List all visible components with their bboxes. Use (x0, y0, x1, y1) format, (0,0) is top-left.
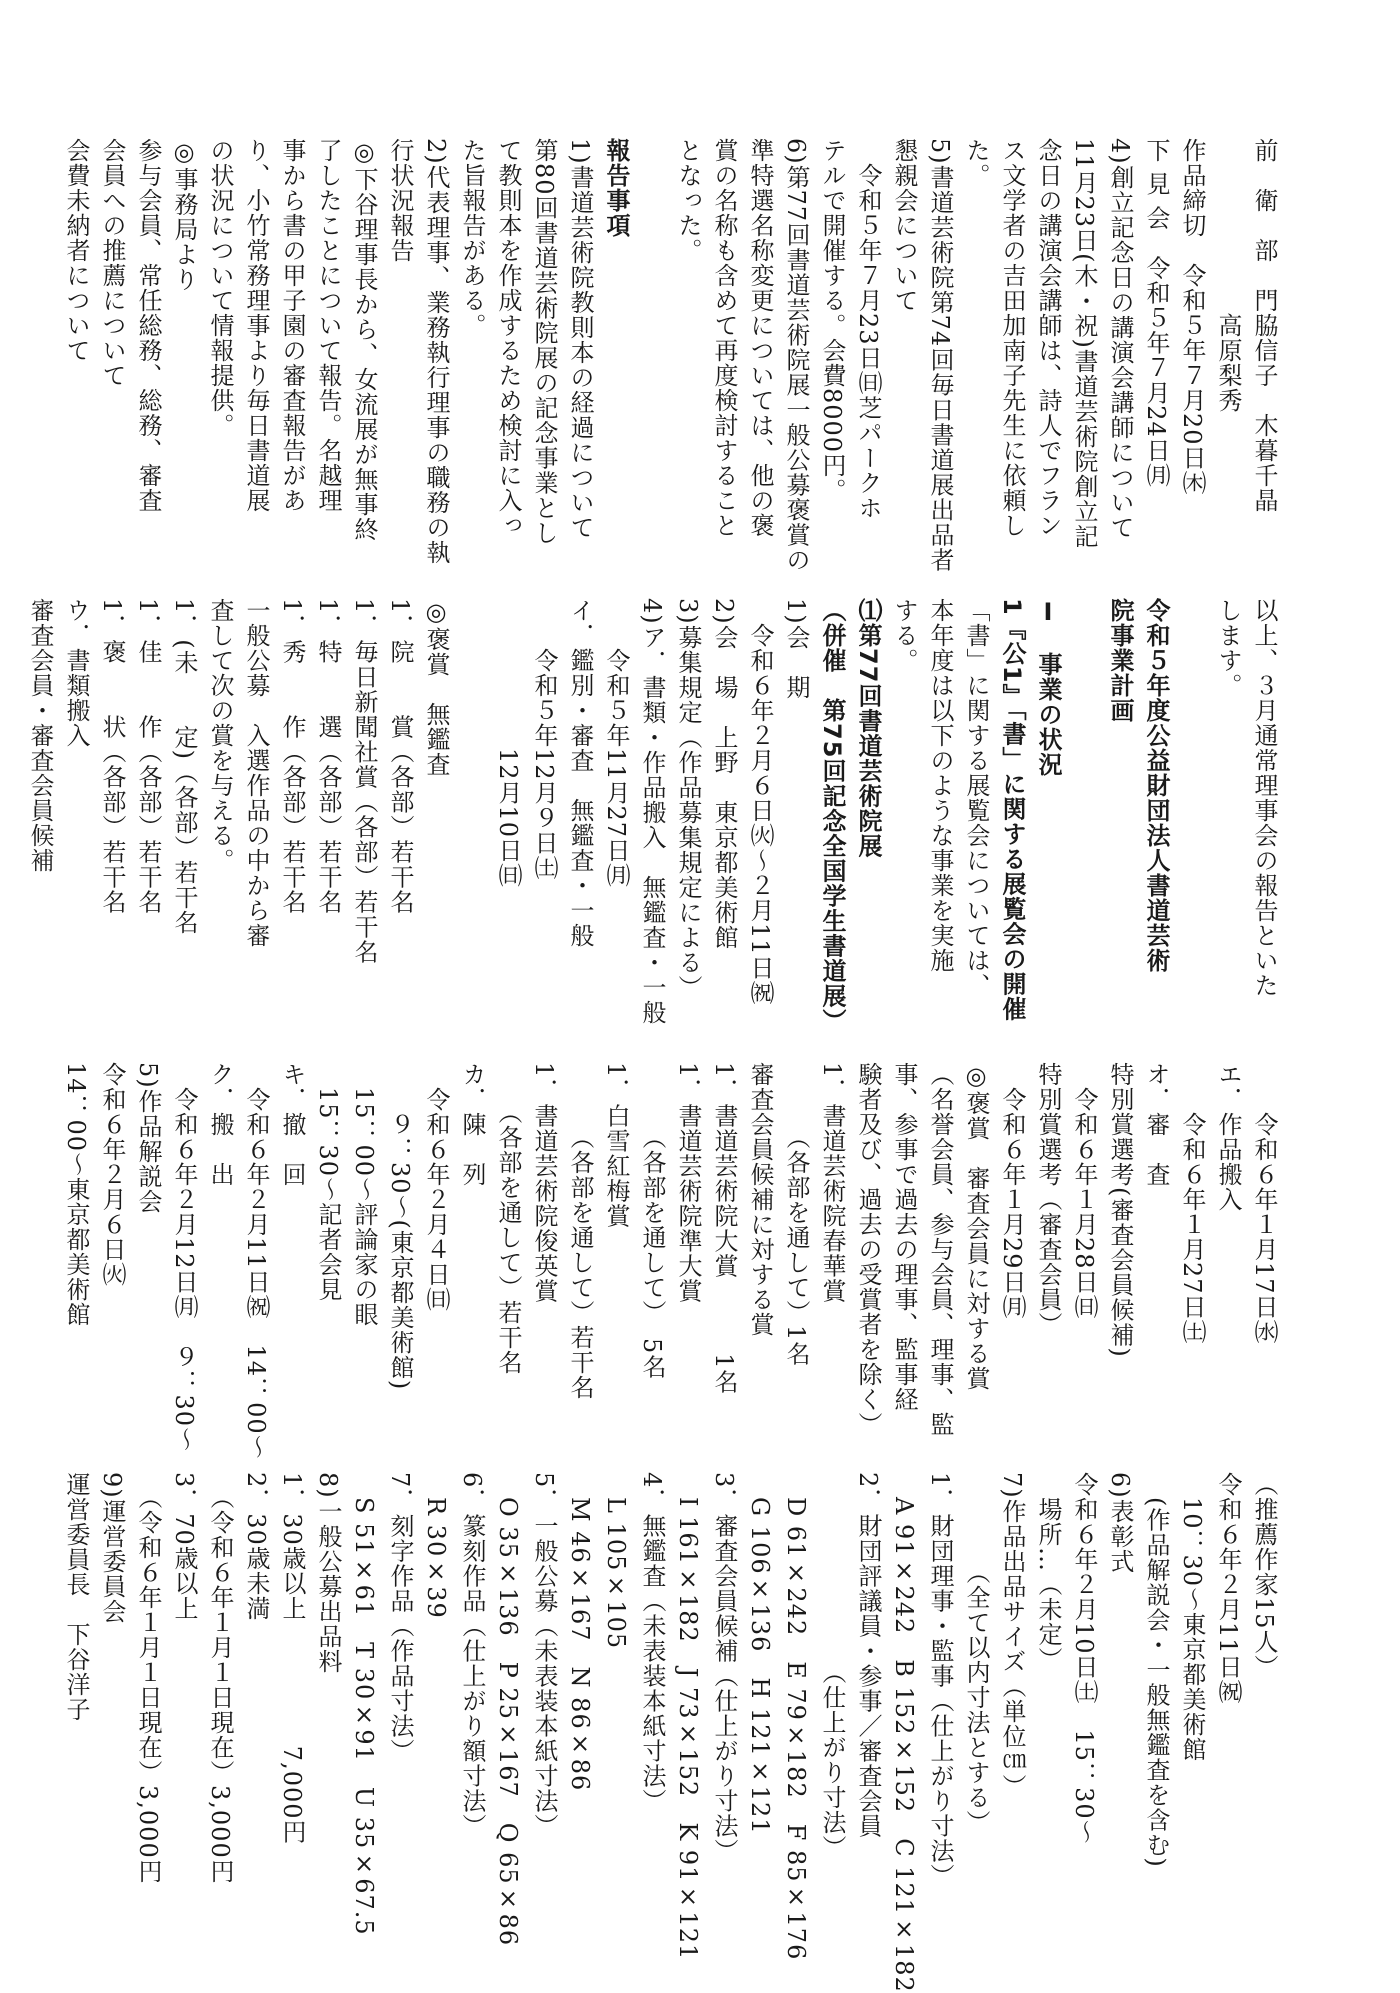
text-column: 高原梨秀 (1214, 138, 1242, 413)
text-column: する。 (890, 598, 918, 673)
text-column: て教則本を作成するため検討に入っ (494, 138, 522, 538)
text-column: （令和６年１月１日現在）3,000円 (206, 1472, 234, 1884)
text-column: 4)創立記念日の講演会講師について (1106, 138, 1134, 540)
text-column: 1．(未 定)（各部）若干名 (170, 598, 198, 935)
section-heading: 報告事項 (602, 138, 630, 238)
text-column: （仕上がり寸法） (818, 1472, 846, 1860)
text-column: 1．白雪紅梅賞 (602, 1062, 630, 1229)
text-column: た旨報告がある。 (458, 138, 486, 338)
text-column: り、小竹常務理事より毎日書道展 (242, 138, 270, 513)
text-column: 作品締切 令和５年７月20日㈭ (1178, 138, 1206, 496)
text-column: 令和５年11月27日㈪ (602, 598, 630, 889)
text-column: 令和６年１月28日㈰ (1070, 1062, 1098, 1320)
text-column: ウ．書類搬入 (62, 598, 90, 748)
text-column (634, 138, 670, 523)
text-column: 6)第77回書道芸術院展一般公募褒賞の (782, 138, 810, 573)
text-column: ク．搬 出 (206, 1062, 234, 1187)
text-column: 3．70歳以上 (170, 1472, 198, 1621)
section-heading: 1『公1』「書」に関する展覧会の開催 (998, 598, 1026, 1022)
text-column: カ．陳 列 (458, 1062, 486, 1187)
text-column: 6．篆刻作品（仕上がり額寸法） (458, 1472, 486, 1839)
text-column: 査して次の賞を与える。 (206, 598, 234, 873)
text-column: 5)書道芸術院第74回毎日書道展出品者 (926, 138, 954, 573)
text-column: 7．刻字作品（作品寸法） (386, 1472, 414, 1764)
text-column: オ．審 査 (1142, 1062, 1170, 1187)
text-column: 9)運営委員会 (98, 1472, 126, 1624)
text-column: 令和６年２月11日㈷ (1214, 1472, 1242, 1705)
text-column: 1．院 賞（各部）若干名 (386, 598, 414, 915)
text-column: 4．無鑑査（未表装本紙寸法） (638, 1472, 666, 1814)
text-column: 15：30〜記者会見 (314, 1062, 342, 1303)
text-column: 1．30歳以上 7,000円 (278, 1472, 306, 1845)
text-column: G 106×136 H 121×121 (746, 1472, 774, 1835)
text-column: ◎事務局より (170, 138, 198, 292)
text-column: 8)一般公募出品料 (314, 1472, 342, 1674)
text-column: （全て以内寸法とする） (962, 1472, 990, 1835)
text-column: 験者及び、過去の受賞者を除く） (854, 1062, 882, 1437)
vertical-text-block (62, 1062, 1282, 1460)
text-column: 事から書の甲子園の審査報告があ (278, 138, 306, 513)
text-column: 賞の名称も含めて再度検討すること (710, 138, 738, 538)
text-column: 1．秀 作（各部）若干名 (278, 598, 306, 915)
text-column: た。 (962, 138, 990, 188)
text-tier-3 (62, 1062, 1282, 1460)
text-column: O 35×136 P 25×167 Q 65×86 (494, 1472, 522, 1947)
text-column: 5．一般公募（未表装本紙寸法） (530, 1472, 558, 1839)
text-column: M 46×167 N 86×86 (566, 1472, 594, 1792)
section-heading: ⑴第77回書道芸術院展 (854, 598, 882, 859)
text-column: 場所…（未定） (1034, 1472, 1062, 1672)
text-column: （推薦作家15人） (1250, 1472, 1278, 1680)
text-column: 令和６年２月６日㈫ (98, 1062, 126, 1287)
text-column: の状況について情報提供。 (206, 138, 234, 438)
text-column: A 91×242 B 152×152 C 121×182 (890, 1472, 918, 1993)
text-tier-4 (62, 1472, 1282, 1993)
text-column: 1．毎日新聞社賞（各部）若干名 (350, 598, 378, 965)
text-column: 第80回書道芸術院展の記念事業とし (530, 138, 558, 546)
text-column: 参与会員、常任総務、総務、審査 (134, 138, 162, 513)
text-column: 令和５年12月９日㈯ (530, 598, 558, 881)
text-column: 11月23日(木・祝)書道芸術院創立記 (1070, 138, 1098, 549)
text-column: 以上、３月通常理事会の報告といた (1250, 598, 1278, 998)
text-column: 2)会 場 上野 東京都美術館 (710, 598, 738, 950)
text-column: I 161×182 J 73×152 K 91×121 (674, 1472, 702, 1961)
text-column: 2．30歳未満 (242, 1472, 270, 1621)
text-column: 1．書道芸術院大賞 1名 (710, 1062, 738, 1395)
section-heading: Ⅰ 事業の状況 (1034, 598, 1062, 777)
text-column: エ．作品搬入 (1214, 1062, 1242, 1212)
text-column: 令和６年１月29日㈪ (998, 1062, 1026, 1320)
text-column: 3)募集規定（作品募集規定による） (674, 598, 702, 1000)
text-column: 事、参事で過去の理事、監事経 (890, 1062, 918, 1412)
text-column: 本年度は以下のような事業を実施 (926, 598, 954, 973)
text-column: 1．書道芸術院春華賞 (818, 1062, 846, 1304)
vertical-text-block (62, 138, 1282, 573)
text-column: 審査会員候補に対する賞 (746, 1062, 774, 1337)
text-column: 了したことについて報告。名越理 (314, 138, 342, 513)
text-column: 1．褒 状（各部）若干名 (98, 598, 126, 915)
text-column: 1．書道芸術院俊英賞 (530, 1062, 558, 1304)
text-column: 下 見 会 令和５年７月24日㈪ (1142, 138, 1170, 488)
section-heading: 院事業計画 (1106, 598, 1134, 723)
text-column: 14：00〜東京都美術館 (62, 1062, 90, 1328)
text-column: （各部を通して） 5名 (638, 1062, 666, 1380)
text-column: テルで開催する。会費8000円。 (818, 138, 846, 504)
text-column: となった。 (674, 138, 702, 263)
text-column: 1．書道芸術院準大賞 (674, 1062, 702, 1304)
text-column: S 51×61 T 30×91 U 35×67.5 (350, 1472, 378, 1936)
text-tier-1 (62, 138, 1282, 573)
text-column: キ．撤 回 (278, 1062, 306, 1187)
vertical-text-block (62, 1472, 1282, 1993)
text-column: 運営委員長 下谷洋子 (62, 1472, 90, 1722)
text-column: 特別賞選考(審査会員候補) (1106, 1062, 1134, 1358)
text-column: 6)表彰式 (1106, 1472, 1134, 1574)
text-column: 令和６年２月６日㈫〜２月11日㈷ (746, 598, 774, 1006)
text-column: 会員への推薦について (98, 138, 126, 388)
text-column: （各部を通して）1名 (782, 1062, 810, 1367)
vertical-text-block (26, 598, 1282, 1034)
text-column: 1)書道芸術院教則本の経過について (566, 138, 594, 540)
text-column: （令和６年１月１日現在）3,000円 (134, 1472, 162, 1884)
text-column: 特別賞選考（審査会員） (1034, 1062, 1062, 1337)
text-column: 令和６年２月４日㈰ (422, 1062, 450, 1312)
text-column: 令和６年１月27日㈯ (1178, 1062, 1206, 1345)
section-heading: （併催 第75回記念全国学生書道展） (818, 598, 846, 1034)
text-column: 「書」に関する展覧会については、 (962, 598, 990, 998)
text-column: 準特選名称変更については、他の褒 (746, 138, 774, 538)
text-column: 念日の講演会講師は、詩人でフラン (1034, 138, 1062, 538)
text-column: 令和６年２月10日㈯ 15：30〜 (1070, 1472, 1098, 1845)
text-column: 1．財団理事・監事（仕上がり寸法） (926, 1472, 954, 1889)
text-column: ◎褒賞 無鑑査 (422, 598, 450, 777)
text-column: 行状況報告 (386, 138, 414, 263)
text-column: 令和６年２月11日㈷ 14：00〜 (242, 1062, 270, 1460)
text-column (1174, 598, 1210, 990)
text-column: イ．鑑別・審査 無鑑査・一般 (566, 598, 594, 948)
text-column: 令和５年７月23日㈰芝パークホ (854, 138, 882, 521)
text-column (454, 598, 490, 990)
text-column: 15：00〜評論家の眼 (350, 1062, 378, 1328)
text-column: ９：30〜(東京都美術館) (386, 1062, 414, 1391)
text-column: 12月10日㈰ (494, 598, 522, 889)
text-column: 2．財団評議員・参事／審査会員 (854, 1472, 882, 1839)
text-column: 審査会員・審査会員候補 (26, 598, 54, 873)
text-column: 1)会 期 (782, 598, 810, 700)
text-column (1066, 598, 1102, 990)
text-column: （名誉会員、参与会員、理事、監 (926, 1062, 954, 1437)
text-column: (作品解説会・一般無鑑査を含む) (1142, 1472, 1170, 1868)
text-column: 2)代表理事、業務執行理事の職務の執 (422, 138, 450, 565)
text-column: します。 (1214, 598, 1242, 698)
text-column: （各部を通して）若干名 (566, 1062, 594, 1400)
text-column: 4)ア．書類・作品搬入 無鑑査・一般 (638, 598, 666, 1025)
text-column: ◎下谷理事長から、女流展が無事終 (350, 138, 378, 542)
text-column: 5)作品解説会 (134, 1062, 162, 1214)
text-column: 3．審査会員候補（仕上がり寸法） (710, 1472, 738, 1864)
text-column: 1．佳 作（各部）若干名 (134, 598, 162, 915)
text-column: 7)作品出品サイズ（単位㎝） (998, 1472, 1026, 1799)
text-column: 令和６年１月17日㈬ (1250, 1062, 1278, 1345)
text-column: 令和６年２月12日㈪ ９：30〜 (170, 1062, 198, 1453)
text-column: （各部を通して）若干名 (494, 1062, 522, 1375)
text-tier-2 (26, 598, 1282, 1034)
text-column: 前 衛 部 門脇信子 木暮千晶 (1250, 138, 1278, 513)
text-column: 一般公募 入選作品の中から審 (242, 598, 270, 948)
text-column: 10：30〜東京都美術館 (1178, 1472, 1206, 1763)
section-heading: 令和５年度公益財団法人書道芸術 (1142, 598, 1170, 973)
text-column: R 30×39 (422, 1472, 450, 1619)
text-column: 1．特 選（各部）若干名 (314, 598, 342, 915)
text-column: 懇親会について (890, 138, 918, 313)
text-column: ◎褒賞 審査会員に対する賞 (962, 1062, 990, 1391)
text-column: ス文学者の吉田加南子先生に依頼し (998, 138, 1026, 538)
text-column: D 61×242 E 79×182 F 85×176 (782, 1472, 810, 1961)
text-column: L 105×105 (602, 1472, 630, 1650)
text-column: 会費未納者について (62, 138, 90, 363)
